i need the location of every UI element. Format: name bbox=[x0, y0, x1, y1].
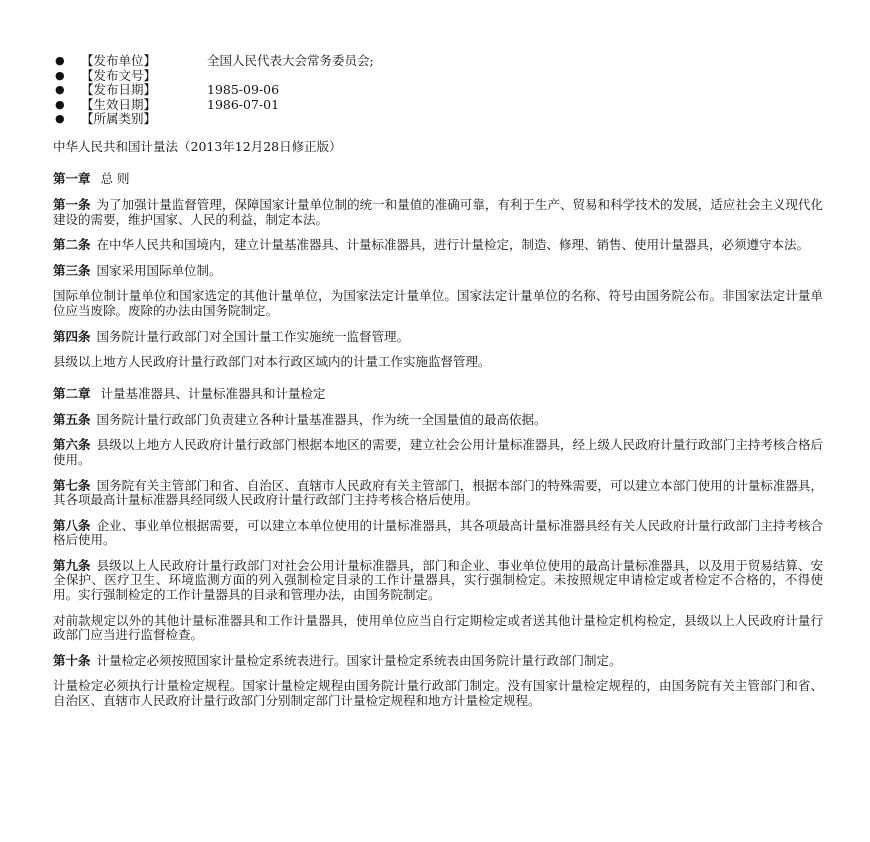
article-3 bbox=[53, 264, 823, 279]
bullet-icon: ● bbox=[55, 112, 65, 126]
metadata-label: 【生效日期】 bbox=[81, 96, 157, 112]
article-number: 第八条 bbox=[53, 517, 91, 533]
article-text: 国务院计量行政部门对全国计量工作实施统一监督管理。 bbox=[96, 328, 410, 344]
article-text: 国务院计量行政部门负责建立各种计量基准器具，作为统一全国量值的最高依据。 bbox=[96, 411, 547, 427]
paragraph-text: 国际单位制计量单位和国家选定的其他计量单位，为国家法定计量单位。国家法定计量单位的名称、符号由国务院公布。非国家法定计量单位应当废除。废除的办法由国务院制定。 bbox=[53, 288, 823, 318]
metadata-value: 1985-09-06 bbox=[207, 82, 280, 98]
article-text: 为了加强计量监督管理，保障国家计量单位制的统一和量值的准确可靠，有利于生产、贸易和科学技术的发展，适应社会主义现代化建设的需要，维护国家、人民的利益，制定本法。 bbox=[53, 196, 823, 227]
document-body bbox=[53, 171, 823, 709]
metadata-item-doc-number bbox=[55, 67, 823, 84]
metadata-value: 1986-07-01 bbox=[207, 96, 280, 112]
article-number: 第四条 bbox=[53, 328, 91, 344]
metadata-list bbox=[53, 54, 823, 127]
chapter-title: 总 则 bbox=[100, 170, 130, 186]
paragraph-text: 县级以上地方人民政府计量行政部门对本行政区域内的计量工作实施监督管理。 bbox=[53, 354, 491, 370]
article-text: 在中华人民共和国境内，建立计量基准器具、计量标准器具，进行计量检定，制造、修理、销售、使用计量器具，必须遵守本法。 bbox=[96, 237, 810, 253]
metadata-item-publish-date bbox=[55, 82, 823, 98]
chapter-number: 第一章 bbox=[53, 170, 91, 186]
document-page bbox=[53, 54, 823, 709]
article-text: 国务院有关主管部门和省、自治区、直辖市人民政府有关主管部门，根据本部门的特殊需要，可以建立本部门使用的计量标准器具，其各项最高计量标准器具经同级人民政府计量行政部门主持考核合格后使用。 bbox=[53, 477, 823, 508]
bullet-icon: ● bbox=[55, 68, 65, 82]
article-text: 县级以上地方人民政府计量行政部门根据本地区的需要，建立社会公用计量标准器具，经上级人民政府计量行政部门主持考核合格后使用。 bbox=[53, 437, 823, 467]
metadata-value: 全国人民代表大会常务委员会; bbox=[207, 53, 374, 68]
article-text: 企业、事业单位根据需要，可以建立本单位使用的计量标准器具，其各项最高计量标准器具经有关人民政府计量行政部门主持考核合格后使用。 bbox=[53, 517, 823, 548]
metadata-item-publisher bbox=[55, 53, 823, 69]
metadata-label: 【所属类别】 bbox=[81, 111, 157, 127]
paragraph bbox=[53, 355, 823, 370]
article-2 bbox=[53, 238, 823, 253]
metadata-label: 【发布文号】 bbox=[81, 67, 157, 83]
article-9 bbox=[53, 559, 823, 603]
article-number: 第一条 bbox=[53, 196, 91, 212]
article-10 bbox=[53, 654, 823, 669]
document-title: 中华人民共和国计量法（2013年12月28日修正版） bbox=[53, 138, 342, 154]
article-1 bbox=[53, 198, 823, 227]
article-number: 第五条 bbox=[53, 411, 91, 427]
article-number: 第十条 bbox=[53, 652, 91, 668]
article-text: 县级以上人民政府计量行政部门对社会公用计量标准器具，部门和企业、事业单位使用的最高计量标准器具，以及用于贸易结算、安全保护、医疗卫生、环境监测方面的列入强制检定目录的工作计量器具，实行强制检定。未按照规定申请检定或者检定不合格的，不得使用。实行强制检定的工作计量器具的目录和管理办法，由国务院制定。 bbox=[53, 557, 823, 603]
article-text: 计量检定必须按照国家计量检定系统表进行。国家计量检定系统表由国务院计量行政部门制定。 bbox=[96, 652, 622, 668]
paragraph-text: 对前款规定以外的其他计量标准器具和工作计量器具，使用单位应当自行定期检定或者送其他计量检定机构检定，县级以上人民政府计量行政部门应当进行监督检查。 bbox=[53, 612, 823, 643]
paragraph bbox=[53, 679, 823, 708]
article-6 bbox=[53, 438, 823, 467]
metadata-label: 【发布单位】 bbox=[81, 53, 157, 68]
article-8 bbox=[53, 519, 823, 548]
article-4 bbox=[53, 330, 823, 345]
bullet-icon: ● bbox=[55, 97, 65, 111]
paragraph-text: 计量检定必须执行计量检定规程。国家计量检定规程由国务院计量行政部门制定。没有国家计量检定规程的，由国务院有关主管部门和省、自治区、直辖市人民政府计量行政部门分别制定部门计量检定规程和地方计量检定规程。 bbox=[53, 678, 823, 709]
article-number: 第六条 bbox=[53, 437, 91, 453]
article-7 bbox=[53, 479, 823, 508]
article-number: 第九条 bbox=[53, 557, 91, 573]
article-number: 第七条 bbox=[53, 477, 91, 493]
article-5 bbox=[53, 413, 823, 428]
bullet-icon: ● bbox=[55, 54, 65, 67]
paragraph bbox=[53, 289, 823, 318]
chapter-number: 第二章 bbox=[53, 385, 91, 401]
article-number: 第三条 bbox=[53, 262, 91, 278]
paragraph bbox=[53, 614, 823, 643]
chapter-heading bbox=[53, 171, 823, 187]
chapter-title: 计量基准器具、计量标准器具和计量检定 bbox=[100, 385, 326, 401]
article-text: 国家采用国际单位制。 bbox=[96, 262, 222, 278]
bullet-icon: ● bbox=[55, 83, 65, 97]
metadata-item-effective-date bbox=[55, 96, 823, 113]
article-number: 第二条 bbox=[53, 237, 91, 253]
metadata-item-category bbox=[55, 111, 823, 127]
chapter-heading bbox=[53, 386, 823, 402]
metadata-label: 【发布日期】 bbox=[81, 82, 157, 98]
